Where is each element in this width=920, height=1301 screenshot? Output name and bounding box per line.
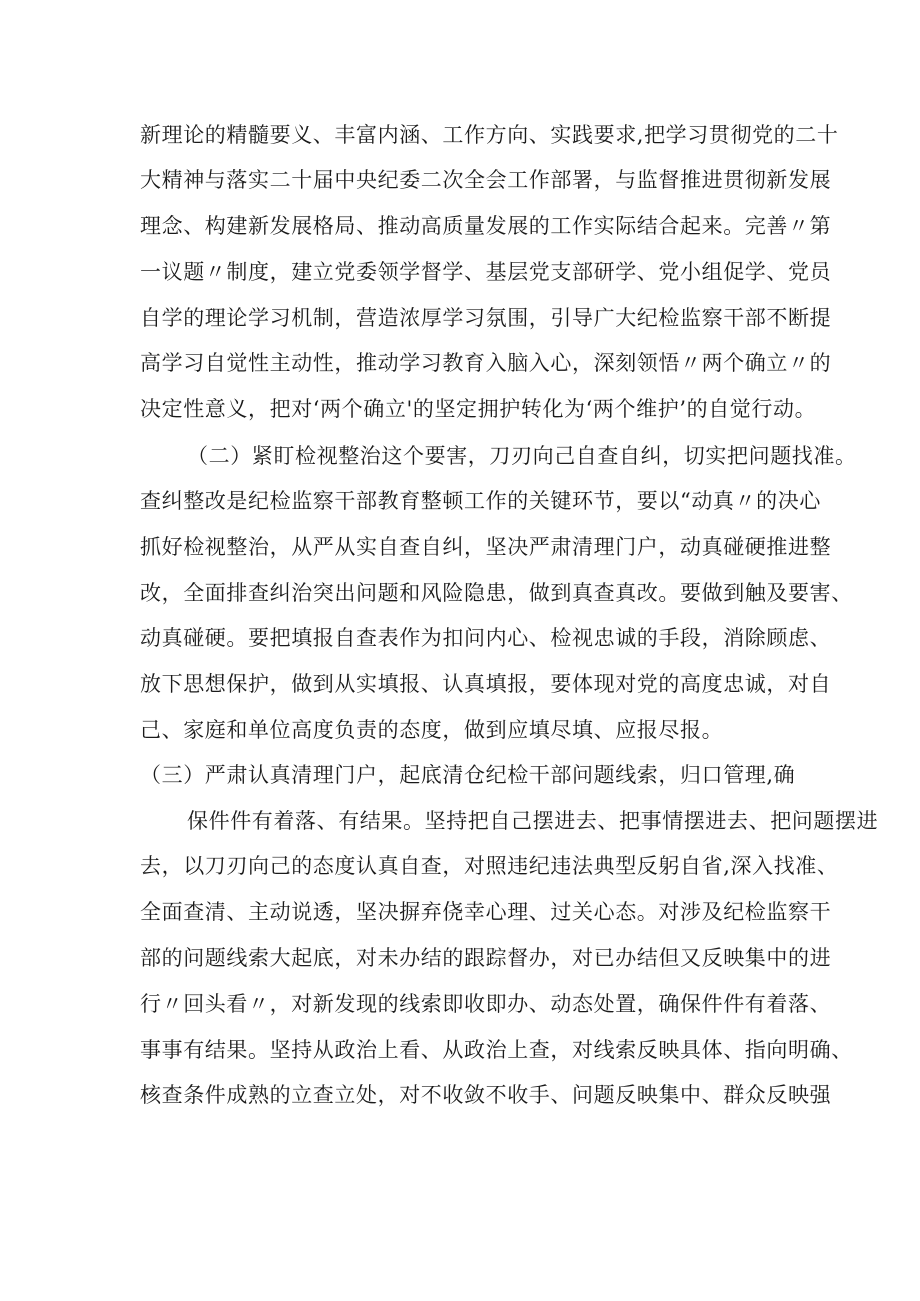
text-line: 决定性意义，把对‘两个确立'的坚定拥护转化为‘两个维护’的自觉行动。 bbox=[140, 397, 817, 421]
text-line: 一议题〃制度，建立党委领学督学、基层党支部研学、党小组促学、党员 bbox=[140, 260, 832, 284]
text-line: 动真碰硬。要把填报自查表作为扣问内心、检视忠诚的手段，消除顾虑、 bbox=[140, 626, 832, 650]
text-line: 新理论的精髓要义、丰富内涵、工作方向、实践要求,把学习贯彻党的二十 bbox=[140, 123, 839, 147]
text-line: 去，以刀刃向己的态度认真自查，对照违纪违法典型反躬自省,深入找准、 bbox=[140, 854, 839, 878]
text-line: 放下思想保护，做到从实填报、认真填报，要体现对党的高度忠诚，对自 bbox=[140, 672, 832, 696]
text-line: 全面查清、主动说透，坚决摒弃侥幸心理、过关心态。对涉及纪检监察干 bbox=[140, 900, 832, 924]
text-line: 部的问题线索大起底，对未办结的跟踪督办，对已办结但又反映集中的进 bbox=[140, 946, 832, 970]
text-line: （三）严肃认真清理门户，起底清仓纪检干部问题线索，归口管理,确 bbox=[140, 763, 796, 787]
paragraph-heading: （二）紧盯检视整治这个要害，刀刃向己自查自纠，切实把问题找准。 bbox=[187, 444, 857, 468]
text-line: 高学习自觉性主动性，推动学习教育入脑入心，深刻领悟〃两个确立〃的 bbox=[140, 351, 832, 375]
text-line: 抓好检视整治，从严从实自查自纠，坚决严肃清理门户，动真碰硬推进整 bbox=[140, 535, 832, 559]
text-line: 改，全面排查纠治突出问题和风险隐患，做到真查真改。要做到触及要害、 bbox=[140, 581, 853, 605]
text-line: 大精神与落实二十届中央纪委二次全会工作部署，与监督推进贯彻新发展 bbox=[140, 168, 832, 192]
paragraph-heading: 保件件有着落、有结果。坚持把自己摆进去、把事情摆进去、把问题摆进 bbox=[187, 809, 879, 833]
text-line: 自学的理论学习机制，营造浓厚学习氛围，引导广大纪检监察干部不断提 bbox=[140, 306, 832, 330]
text-line: 己、家庭和单位高度负责的态度，做到应填尽填、应报尽报。 bbox=[140, 718, 724, 742]
text-line: 行〃回头看〃，对新发现的线索即收即办、动态处置，确保件件有着落、 bbox=[140, 992, 832, 1016]
text-line: 查纠整改是纪检监察干部教育整顿工作的关键环节，要以“动真〃的决心 bbox=[140, 489, 821, 513]
text-line: 事事有结果。坚持从政治上看、从政治上查，对线索反映具体、指向明确、 bbox=[140, 1038, 853, 1062]
text-line: 理念、构建新发展格局、推动高质量发展的工作实际结合起来。完善〃第 bbox=[140, 214, 832, 238]
text-line: 核查条件成熟的立查立处，对不收敛不收手、问题反映集中、群众反映强 bbox=[140, 1083, 832, 1107]
